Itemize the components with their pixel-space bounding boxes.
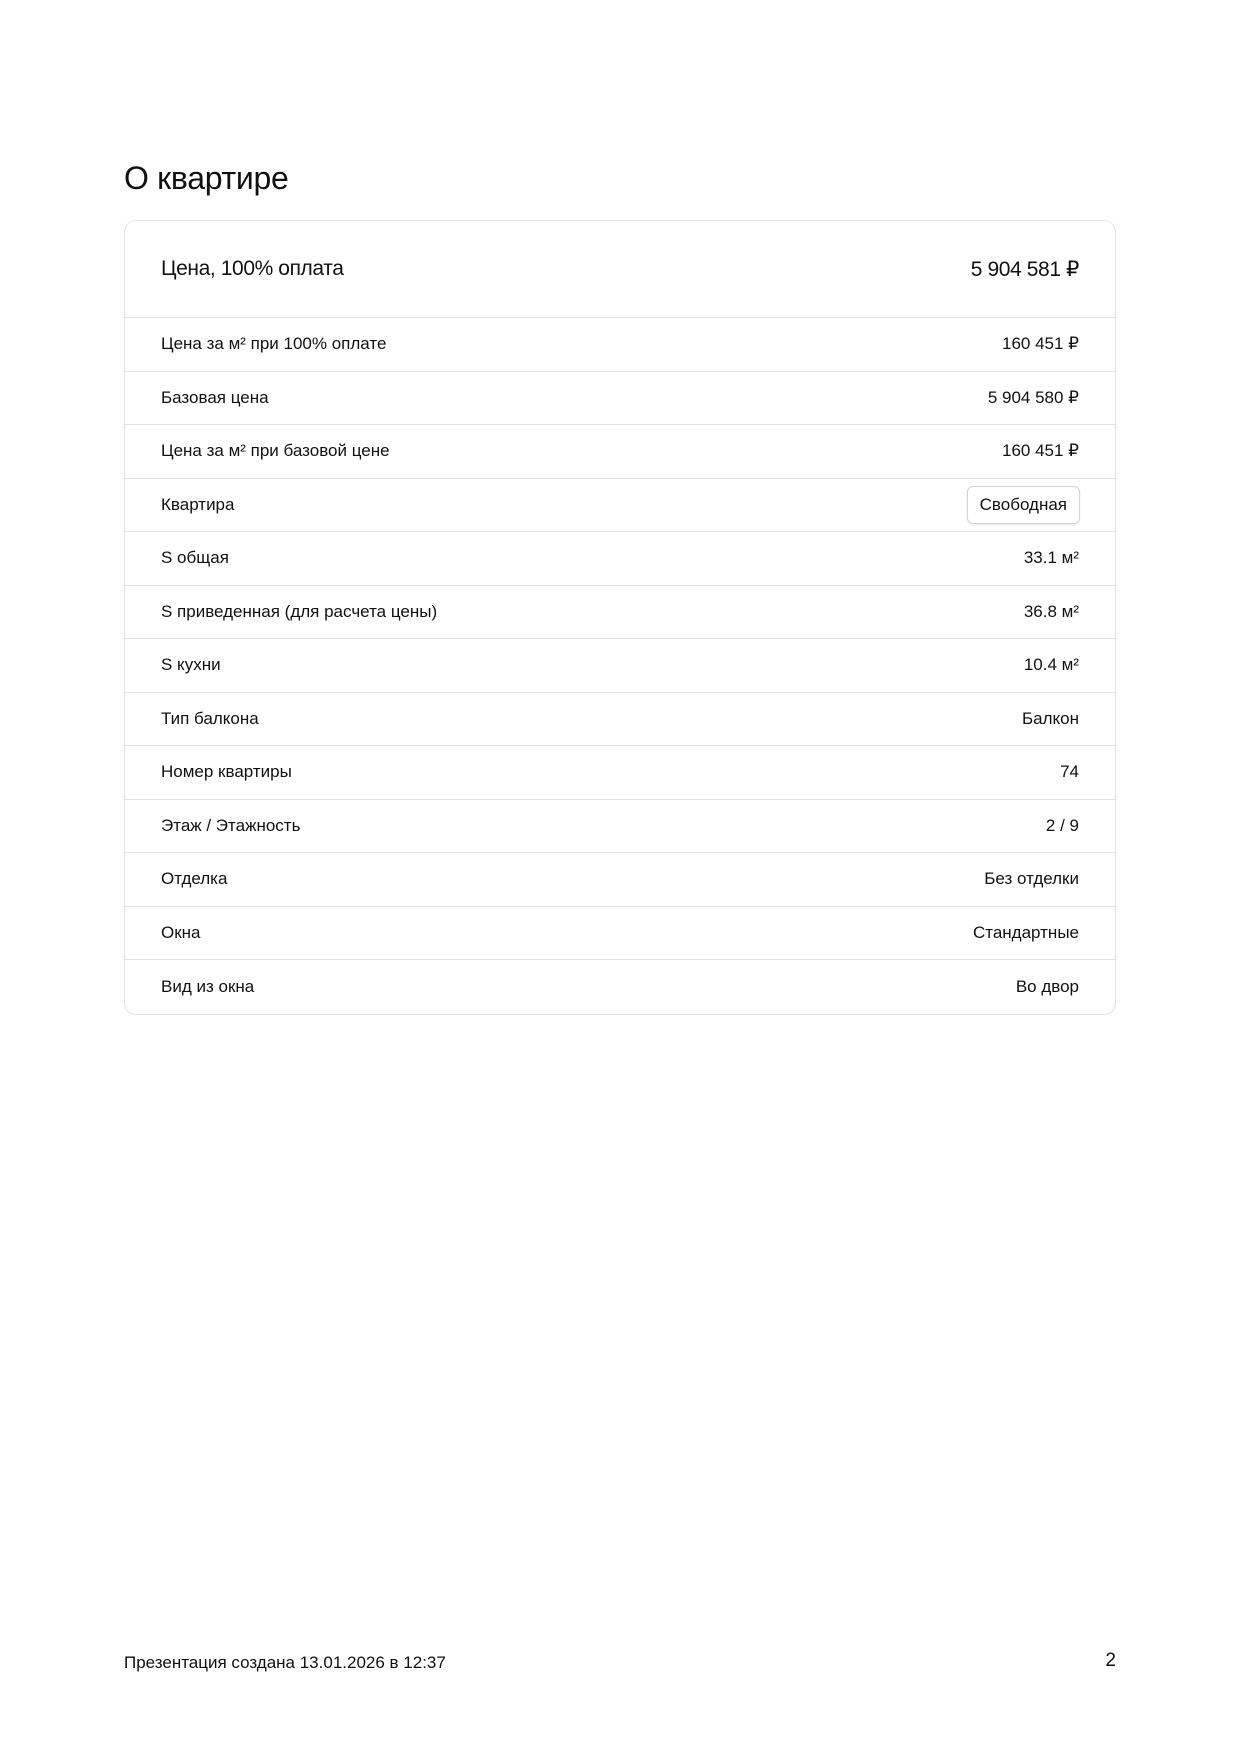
detail-label: Тип балкона bbox=[161, 708, 259, 728]
detail-row-total-area bbox=[125, 532, 1115, 586]
detail-row-floor bbox=[125, 800, 1115, 854]
price-value: 5 904 581 ₽ bbox=[970, 257, 1079, 281]
detail-label: Окна bbox=[161, 922, 201, 942]
detail-value: 160 451 ₽ bbox=[1002, 334, 1079, 354]
price-header-row bbox=[125, 221, 1115, 318]
detail-value: 74 bbox=[1060, 762, 1079, 782]
detail-label: Этаж / Этажность bbox=[161, 815, 301, 835]
detail-label: S общая bbox=[161, 548, 229, 568]
detail-value: 33.1 м² bbox=[1023, 548, 1079, 568]
detail-value: 160 451 ₽ bbox=[1002, 441, 1079, 461]
detail-row-reduced-area bbox=[125, 586, 1115, 640]
detail-row-windows bbox=[125, 907, 1115, 961]
detail-value: Без отделки bbox=[984, 869, 1079, 889]
detail-label: Базовая цена bbox=[161, 387, 269, 407]
detail-value: Стандартные bbox=[972, 922, 1079, 942]
status-badge: Свободная bbox=[967, 486, 1080, 524]
detail-value: 10.4 м² bbox=[1023, 655, 1079, 675]
detail-label: Цена за м² при 100% оплате bbox=[161, 334, 387, 354]
detail-row-kitchen-area bbox=[125, 639, 1115, 693]
detail-label: S кухни bbox=[161, 655, 221, 675]
detail-label: Цена за м² при базовой цене bbox=[161, 441, 390, 461]
detail-row-finishing bbox=[125, 853, 1115, 907]
page-number: 2 bbox=[1105, 1650, 1116, 1671]
detail-label: Номер квартиры bbox=[161, 762, 292, 782]
detail-row-balcony-type bbox=[125, 693, 1115, 747]
detail-value: 2 / 9 bbox=[1045, 815, 1079, 835]
footer-created-at: Презентация создана 13.01.2026 в 12:37 bbox=[124, 1653, 446, 1672]
detail-row-apartment-number bbox=[125, 746, 1115, 800]
detail-label: S приведенная (для расчета цены) bbox=[161, 601, 438, 621]
detail-label: Квартира bbox=[161, 494, 235, 514]
detail-row-base-price bbox=[125, 372, 1115, 426]
detail-label: Отделка bbox=[161, 869, 228, 889]
detail-row-price-per-sqm-full-payment bbox=[125, 318, 1115, 372]
page-title: О квартире bbox=[124, 160, 289, 196]
detail-value: Балкон bbox=[1021, 708, 1079, 728]
detail-value: 36.8 м² bbox=[1023, 601, 1079, 621]
detail-label: Вид из окна bbox=[161, 976, 255, 996]
apartment-details-card bbox=[124, 220, 1116, 1015]
detail-row-apartment-status bbox=[125, 479, 1115, 533]
price-label: Цена, 100% оплата bbox=[161, 257, 344, 280]
detail-value: Во двор bbox=[1015, 976, 1079, 996]
detail-row-window-view bbox=[125, 960, 1115, 1014]
detail-row-price-per-sqm-base bbox=[125, 425, 1115, 479]
detail-value: 5 904 580 ₽ bbox=[987, 387, 1079, 407]
